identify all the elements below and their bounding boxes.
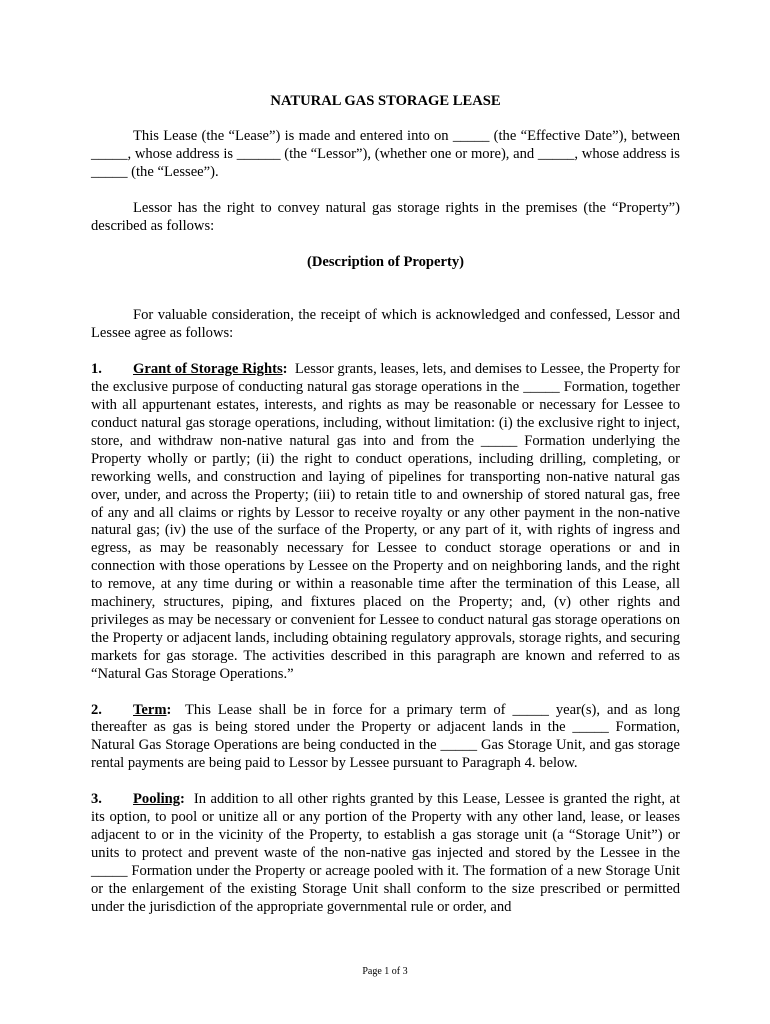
section-number: 2. bbox=[91, 701, 102, 718]
section-body: Lessor grants, leases, lets, and demises to Lessee, the Property for the exclusive purpose of conducting natural gas storage operations in the _____ Formation, together with all appurtenant estates, interests, and rights as may be reasonable or necessary for Lessee to conduct natural gas storage operations, including, without limitation: (i) the exclusive right to inject, store, and withdraw non-native natural gas into and from the _____ Formation underlying the Property wholly or partly; (ii) the right to conduct operations, including drilling, completing, or reworking wells, and construction and laying of pipelines for transporting non-native natural gas over, under, and across the Property; (iii) to retain title to and ownership of stored natural gas, free of any and all claims or rights by Lessor to receive royalty or any other payment in the non-native natural gas; (iv) the use of the surface of the Property, or any part of it, with rights of ingress and egress, as may be reasonably necessary for Lessee to conduct storage operations or and in connection with those operations by Lessee on the Property and on neighboring lands, and the right to remove, at any time during or within a reasonable time after the termination of this Lease, all machinery, structures, piping, and fixtures placed on the Property; and, (v) other rights and privileges as may be necessary or convenient for Lessee to conduct natural gas storage operations on the Property or adjacent lands, including obtaining regulatory approvals, storage rights, and securing markets for gas storage. The activities described in this paragraph are known and referred to as “Natural Gas Storage Operations.” bbox=[91, 361, 680, 682]
section-heading: Term bbox=[133, 701, 167, 718]
section-heading-colon: : bbox=[282, 361, 288, 378]
consideration-paragraph: For valuable consideration, the receipt of which is acknowledged and confessed, Lessor and Lessee agree as follows: bbox=[91, 307, 680, 342]
intro-paragraph: This Lease (the “Lease”) is made and entered into on _____ (the “Effective Date”), between _____, whose address is ______ (the “Lessor”), (whether one or more), and _____, whose address is _____ (the “Lessee”). bbox=[91, 128, 680, 180]
section-body: In addition to all other rights granted by this Lease, Lessee is granted the right, at its option, to pool or unitize all or any portion of the Property with any other land, lease, or leases adjacent to or in the vicinity of the Property, to establish a gas storage unit (a “Storage Unit”) or units to protect and prevent waste of the non-native gas injected and stored by the Lessee in the _____ Formation under the Property or acreage pooled with it. The formation of a new Storage Unit or the enlargement of the existing Storage Unit shall conform to the size prescribed or permitted under the jurisdiction of the appropriate governmental rule or order, and bbox=[91, 791, 681, 915]
document-title: NATURAL GAS STORAGE LEASE bbox=[270, 93, 501, 109]
section-heading: Grant of Storage Rights bbox=[133, 361, 283, 378]
property-description-placeholder: (Description of Property) bbox=[307, 253, 464, 270]
section-body: This Lease shall be in force for a primary term of _____ year(s), and as long thereafter as gas is being stored under the Property or adjacent lands in the _____ Formation, Natural Gas Storage Operations are being conducted in the _____ Gas Storage Unit, and gas storage rental payments are being paid to Lessor by Lessee pursuant to Paragraph 4. below. bbox=[91, 701, 680, 772]
section-number: 3. bbox=[91, 791, 102, 808]
section-number: 1. bbox=[91, 361, 102, 378]
property-intro-paragraph: Lessor has the right to convey natural gas storage rights in the premises (the “Property”) described as follows: bbox=[91, 199, 680, 234]
section-heading: Pooling bbox=[133, 791, 181, 808]
section-grant-of-storage-rights bbox=[91, 361, 680, 683]
document-page bbox=[91, 93, 680, 917]
page-number-footer: Page 1 of 3 bbox=[362, 966, 408, 977]
section-heading-colon: : bbox=[180, 791, 185, 808]
section-heading-colon: : bbox=[166, 701, 172, 718]
section-pooling bbox=[91, 791, 680, 916]
section-term bbox=[91, 702, 680, 774]
